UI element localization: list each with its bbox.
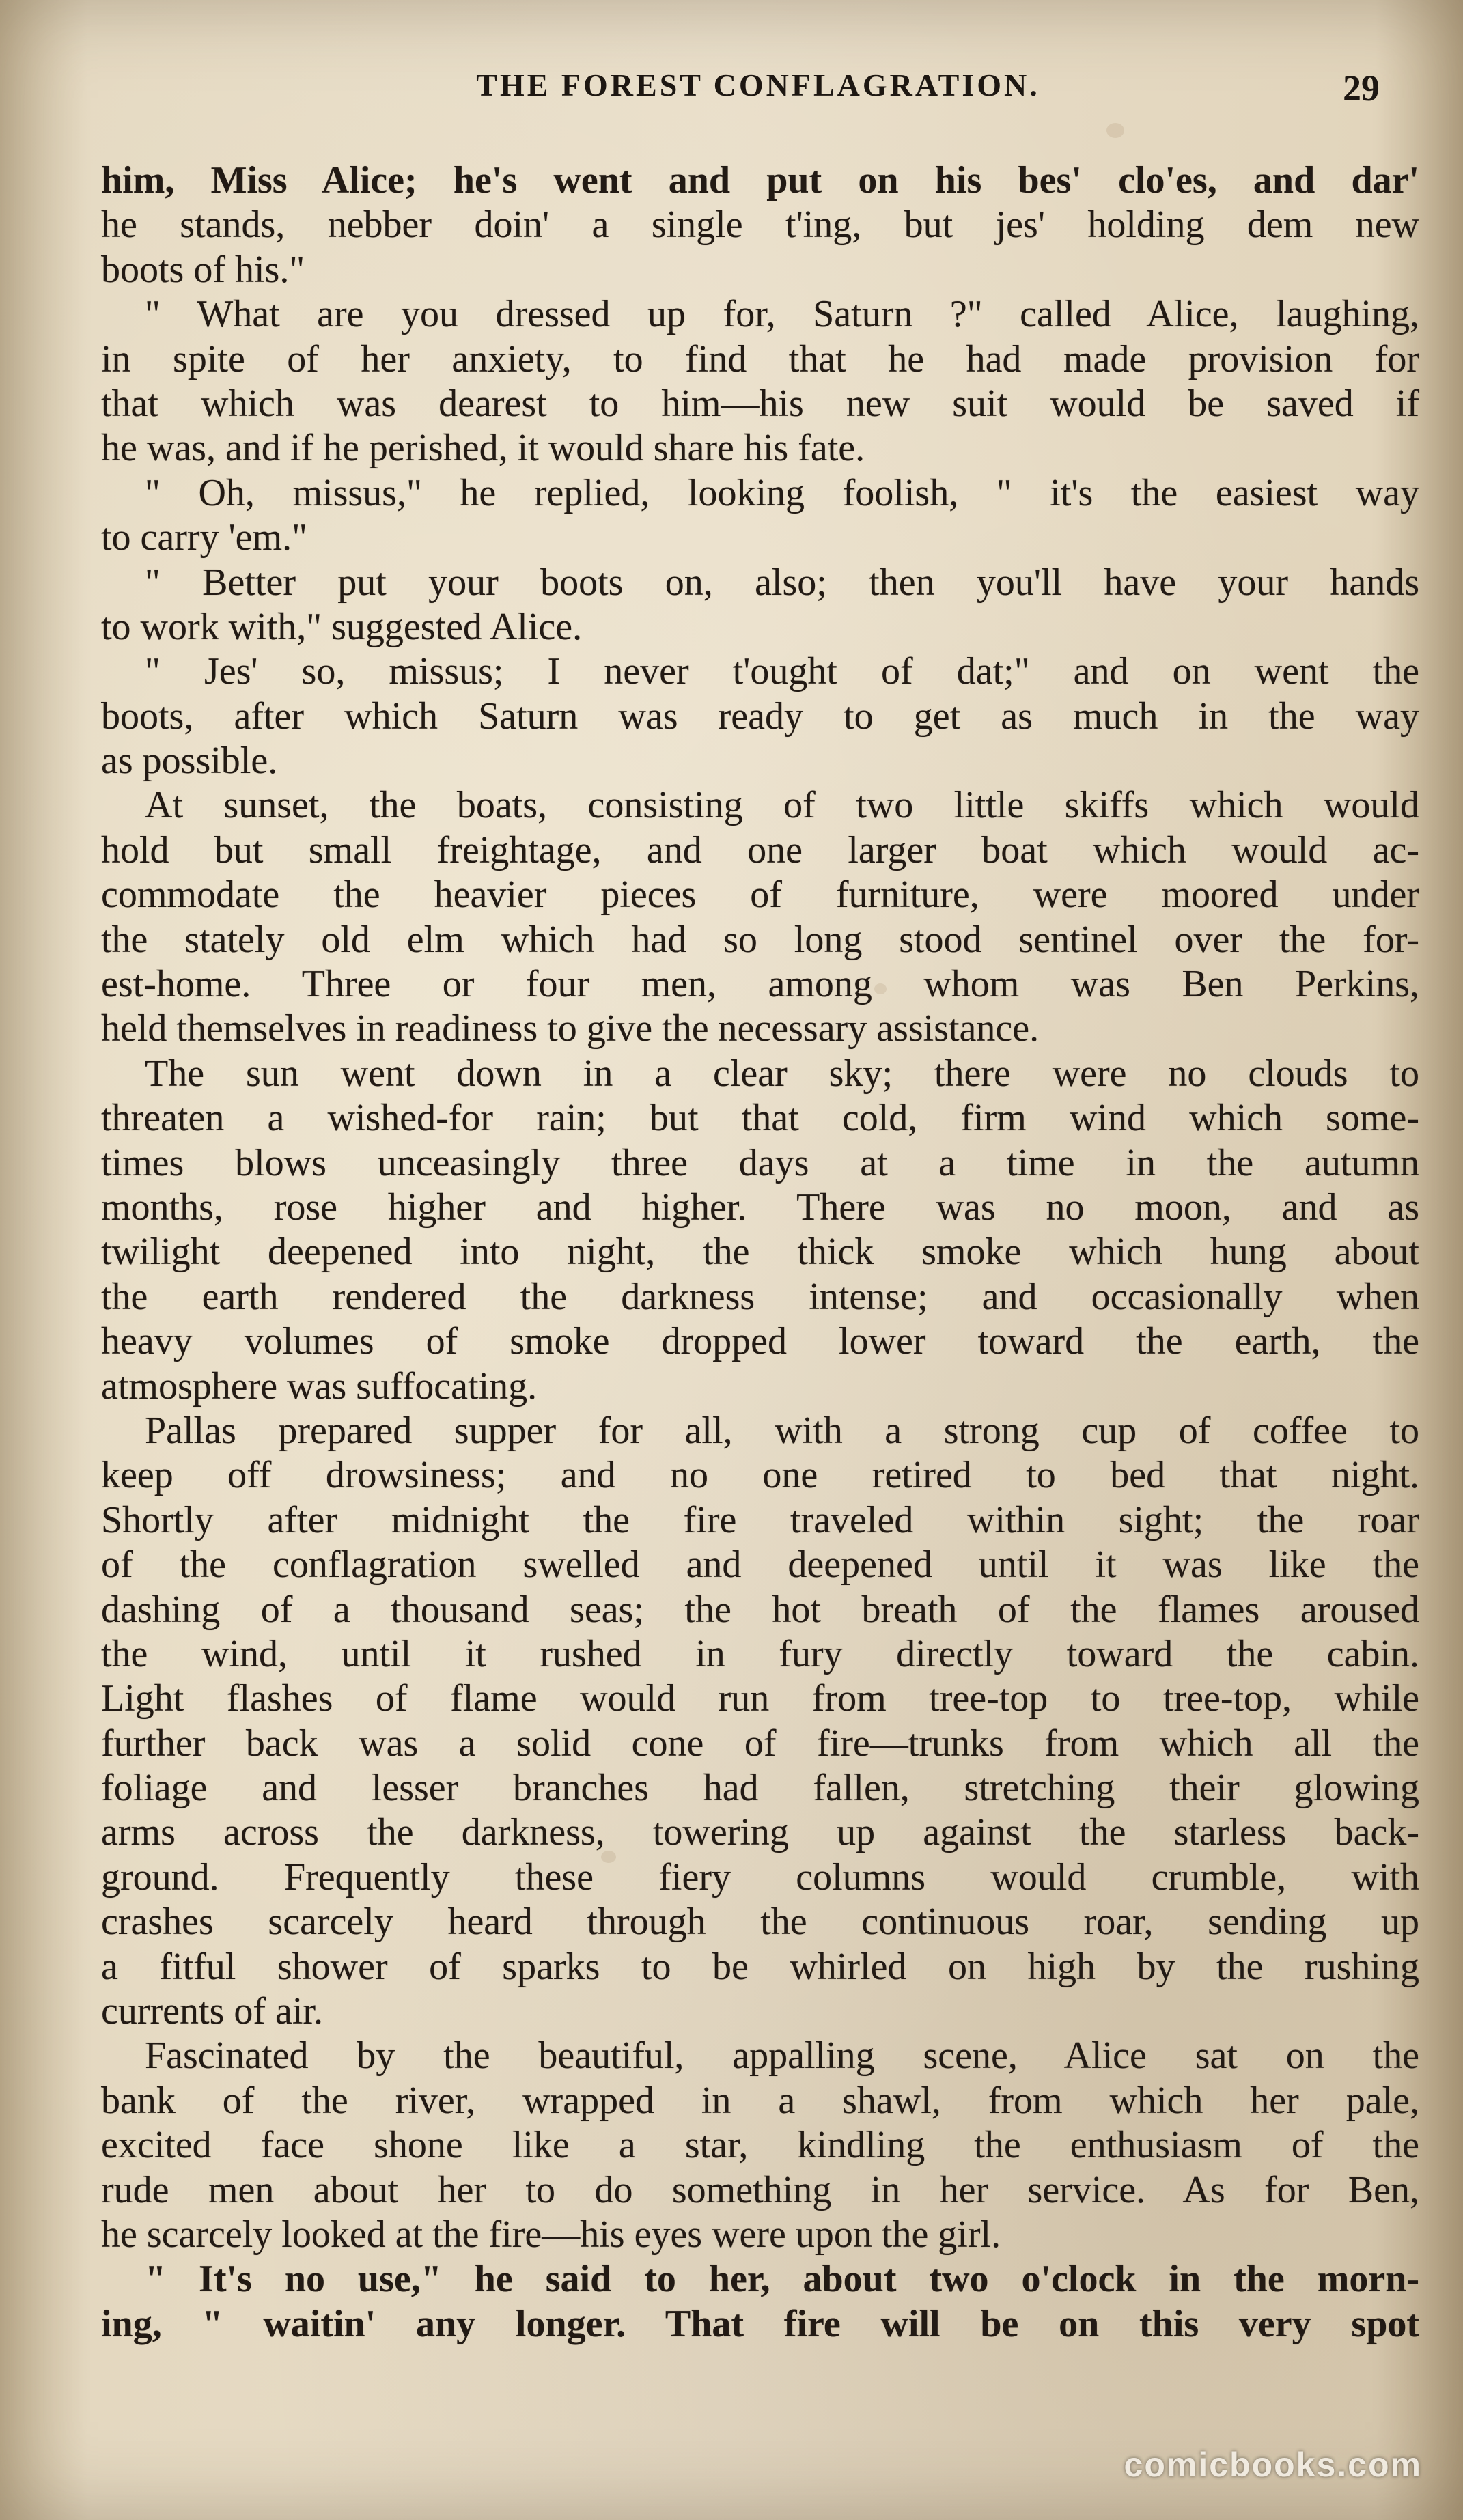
text-line: " What are you dressed up for, Saturn ?" called Alice, laughing, (145, 293, 1419, 336)
text-line: ground. Frequently these fiery columns would crumble, with (101, 1856, 1419, 1899)
text-line: the earth rendered the darkness intense; and occasionally when (101, 1275, 1419, 1318)
text-line: he stands, nebber doin' a single t'ing, but jes' holding dem new (101, 204, 1419, 247)
text-line: The sun went down in a clear sky; there were no clouds to (145, 1052, 1419, 1095)
text-line: he scarcely looked at the fire—his eyes were upon the girl. (101, 2213, 1001, 2256)
text-line: him, Miss Alice; he's went and put on his bes' clo'es, and dar' (101, 159, 1419, 201)
page-number: 29 (1343, 68, 1380, 109)
text-line: rude men about her to do something in her service. As for Ben, (101, 2168, 1419, 2211)
text-line: est-home. Three or four men, among whom was Ben Perkins, (101, 963, 1419, 1006)
text-line: as possible. (101, 740, 278, 783)
paper-stain (1106, 123, 1124, 138)
text-line: boots of his." (101, 248, 305, 291)
text-line: excited face shone like a star, kindling the enthusiasm of the (101, 2124, 1419, 2167)
text-line: ing, " waitin' any longer. That fire will be on this very spot (101, 2302, 1419, 2345)
text-line: times blows unceasingly three days at a time in the autumn (101, 1141, 1419, 1184)
text-line: atmosphere was suffocating. (101, 1364, 538, 1408)
text-line: a fitful shower of sparks to be whirled on high by the rushing (101, 1945, 1419, 1988)
text-line: bank of the river, wrapped in a shawl, from which her pale, (101, 2079, 1419, 2122)
running-title: THE FOREST CONFLAGRATION. (476, 68, 1040, 102)
text-line: he was, and if he perished, it would share his fate. (101, 427, 865, 470)
text-line: that which was dearest to him—his new suit would be saved if (101, 382, 1419, 425)
text-line: to work with," suggested Alice. (101, 605, 583, 648)
text-line: boots, after which Saturn was ready to get as much in the way (101, 695, 1419, 738)
watermark: comicbooks.com (1124, 2446, 1422, 2484)
text-line: twilight deepened into night, the thick smoke which hung about (101, 1231, 1419, 1274)
text-line: keep off drowsiness; and no one retired to bed that night. (101, 1454, 1419, 1497)
text-line: crashes scarcely heard through the continuous roar, sending up (101, 1901, 1419, 1944)
text-line: " It's no use," he said to her, about two o'clock in the morn- (145, 2258, 1419, 2301)
text-line: " Better put your boots on, also; then you'll have your hands (145, 561, 1419, 604)
text-line: heavy volumes of smoke dropped lower toward the earth, the (101, 1320, 1419, 1363)
text-line: " Jes' so, missus; I never t'ought of dat;" and on went the (145, 650, 1419, 693)
body-text (101, 158, 1419, 2347)
text-line: commodate the heavier pieces of furniture, were moored under (101, 873, 1419, 916)
text-line: Pallas prepared supper for all, with a strong cup of coffee to (145, 1409, 1419, 1452)
text-line: months, rose higher and higher. There was no moon, and as (101, 1186, 1419, 1229)
text-line: the wind, until it rushed in fury directly toward the cabin. (101, 1632, 1419, 1675)
text-line: threaten a wished-for rain; but that cold, firm wind which some- (101, 1097, 1419, 1140)
text-line: arms across the darkness, towering up against the starless back- (101, 1811, 1419, 1854)
text-line: of the conflagration swelled and deepened until it was like the (101, 1543, 1419, 1586)
text-line: currents of air. (101, 1990, 323, 2033)
text-line: the stately old elm which had so long stood sentinel over the for- (101, 918, 1419, 961)
text-line: " Oh, missus," he replied, looking foolish, " it's the easiest way (145, 471, 1419, 514)
running-head (96, 67, 1421, 115)
text-line: hold but small freightage, and one larger boat which would ac- (101, 828, 1419, 871)
text-line: At sunset, the boats, consisting of two little skiffs which would (145, 784, 1419, 827)
text-line: held themselves in readiness to give the necessary assistance. (101, 1007, 1040, 1050)
text-line: foliage and lesser branches had fallen, stretching their glowing (101, 1767, 1419, 1810)
text-line: to carry 'em." (101, 516, 307, 559)
text-line: dashing of a thousand seas; the hot breath of the flames aroused (101, 1588, 1419, 1631)
text-line: Light flashes of flame would run from tree-top to tree-top, while (101, 1677, 1419, 1720)
text-line: in spite of her anxiety, to find that he had made provision for (101, 337, 1419, 380)
text-line: Fascinated by the beautiful, appalling scene, Alice sat on the (145, 2034, 1419, 2077)
text-line: Shortly after midnight the fire traveled within sight; the roar (101, 1498, 1419, 1541)
text-line: further back was a solid cone of fire—trunks from which all the (101, 1722, 1419, 1765)
